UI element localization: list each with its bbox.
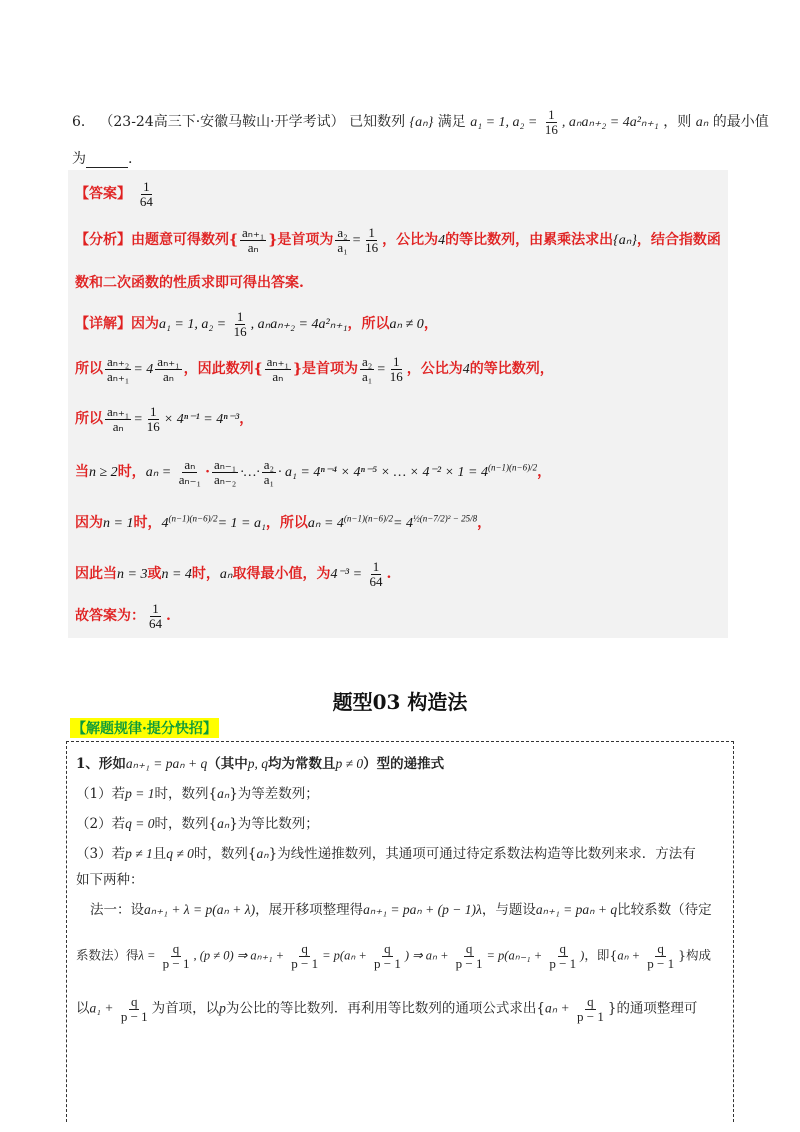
detail-text: ，因此数列 [183,361,254,378]
method-text: 如下两种： [76,872,144,888]
frac-num: aₙ₊₁ [157,354,180,369]
frac-den: a₁ [263,471,275,487]
frac-den: p − 1 [577,1008,604,1024]
detail-text: 因此当 [75,566,117,583]
math-exponent: ½(n−7/2)² − 25/8 [412,513,478,524]
frac-den: 16 [544,121,558,137]
math-fraction [105,355,131,383]
frac-num: 1 [368,225,375,240]
detail-text: 或 [147,566,162,583]
method-case-3 [76,842,696,862]
question-text: 为 [72,151,86,167]
math-fraction [119,995,150,1023]
math: , aₙaₙ₊₂ = 4a²ₙ₊₁ [250,317,348,333]
math-condition: a₁ = 1, a₂ = [470,115,541,131]
method-text: （2）若 [76,816,126,832]
frac-den: p − 1 [291,955,319,971]
math: 4⁻³ = [330,567,366,583]
method-text: （1）若 [76,786,126,802]
math-eq: = [351,233,362,249]
frac-den: p − 1 [120,1008,148,1024]
math-fraction [335,226,349,254]
method-text: 1、形如 [76,756,126,772]
section-title: 题型03 构造法 [332,690,468,714]
analysis-text: ，结合指数函 [636,232,721,249]
question-text: ，则 [663,114,692,131]
detail-text: 时， [191,566,220,583]
detail-text: 故答案为： [75,608,145,625]
method-text: 系数法）得 [76,947,139,963]
frac-num: 1 [152,601,159,616]
method-text: 的通项整理可 [616,1000,698,1017]
question-source: （23-24高三下·安徽马鞍山·开学考试） [99,114,345,131]
method-text: 时，数列{ [154,816,218,832]
frac-num: aₙ₋₁ [213,457,237,472]
method-text: ，展开移项整理得 [255,902,364,918]
method-text: ）型的递推式 [363,756,445,772]
math-fraction [155,355,181,383]
math: = 1 = a₁ [217,516,266,531]
detail-text: 时， [117,464,146,481]
answer-fraction [138,180,155,208]
frac-num: q [587,994,594,1009]
math: q ≠ 0 [166,846,194,861]
math: , (p ≠ 0) ⇒ aₙ₊₁ + [193,948,288,963]
math: = p(aₙ + [322,948,370,963]
math-fraction [363,226,380,254]
math-target: aₙ [695,115,709,131]
frac-num: q [130,994,138,1009]
method-text: 时，数列{ [193,846,257,862]
frac-den: aₙ₋₂ [213,471,237,487]
math-fraction [145,405,162,433]
math-fraction [265,355,291,383]
detail-text: . [386,566,392,583]
math: p ≠ 0 [335,756,364,771]
method-text: 为公比的等比数列．再利用等比数列的通项公式求出 [225,1000,537,1017]
method-text: （其中 [207,756,248,772]
detail-line-2: 所以 $\frac{\text{aₙ₊₂}}{\text{aₙ₊₁}}$ = 4 $\frac{\text{aₙ₊₁}}{\text{aₙ}}$ ，因此数列{ $\frac{\text{aₙ₊₁}}{\text{aₙ}}$ }是首项为 $\frac{\text{a₂}}{\text{a₁}}$ = $\frac{1}{16}$ ，公比为4的等比数列， [75,354,554,384]
detail-text: ， [477,515,492,531]
math: aₙ₊₁ + λ = p(aₙ + λ) [144,902,256,917]
method-text: 均为常数且 [267,756,336,772]
method-text: 为首项，以 [151,1000,220,1017]
frac-den: 16 [389,368,403,384]
frac-num: q [301,941,308,956]
math-fraction [289,942,320,970]
math: aₙ [217,816,230,831]
method-text: （3）若 [76,846,126,862]
question-line-1 [72,108,769,136]
math: ) ⇒ aₙ + [404,948,452,963]
math: aₙ₊₁ = paₙ + q [535,902,618,917]
method-text: }为线性递推数列，其通项可通过待定系数法构造等比数列来求．方法有 [268,846,696,862]
answer-tag: 【答案】 [75,186,131,203]
detail-text: 所以 [75,411,103,428]
frac-num: 1 [372,559,380,574]
method-case-1 [76,782,319,802]
analysis-line-2 [75,272,304,292]
method-text: 且 [152,846,167,862]
math: p = 1 [125,786,155,801]
method-one-line-1 [90,898,712,918]
math: × 4ⁿ⁻¹ = 4ⁿ⁻³ [163,412,240,428]
frac-den: aₙ [247,239,259,255]
math-fraction [645,942,676,970]
method-text: }为等差数列； [229,786,319,802]
frac-num: q [559,941,566,956]
math-fraction [262,458,276,486]
frac-den: 64 [369,573,383,589]
math: n = 4 [161,567,192,583]
math: aₙ ≠ 0 [389,317,424,333]
answer-blank [86,153,128,168]
detail-text: 当 [75,464,89,481]
frac-den: p − 1 [549,955,577,971]
math: = p(aₙ₋₁ + [486,948,546,963]
math-fraction [543,108,560,136]
math-fraction [212,458,238,486]
math: p, q [247,756,268,771]
detail-text: ， [423,316,438,333]
detail-tag: 【详解】 [75,316,131,333]
frac-den: p − 1 [647,955,675,971]
frac-num: 1 [236,309,244,324]
detail-text: 取得最小值，为 [232,566,331,583]
math: a₁ = 1, a₂ = [159,317,230,333]
method-text: 法一：设 [90,902,144,918]
detail-line-3 [75,405,253,433]
method-text: 时，数列{ [154,786,218,802]
math-fraction [575,995,606,1023]
math: p [219,1000,226,1016]
math-fraction [177,458,203,486]
question-text: 满足 [437,114,466,131]
detail-line-7 [75,602,171,630]
method-case-2 [76,812,319,832]
frac-num: aₙ₊₂ [107,354,130,369]
method-one-line-3: 以a₁ + $\frac{q}{p - 1}$ 为首项，以p为公比的等比数列．再利用等比数列的通项公式求出{aₙ + $\frac{q}{p - 1}$ }的通项整理可 [76,994,698,1024]
frac-num: q [465,941,473,956]
method-text: 构成 [686,947,712,963]
detail-line-4: 当n ≥ 2时，aₙ = $\frac{\text{aₙ}}{\text{aₙ₋₁}}$ · $\frac{\text{aₙ₋₁}}{\text{aₙ₋₂}}$ ·…· $\frac{\text{a₂}}{\text{a₁}}$ · a₁ = 4ⁿ⁻⁴ × 4ⁿ⁻⁵ × … × $4^{-2} \times 1 = 4^{(n-1)(n-6)/2}$， [75,457,552,487]
detail-text: 时， [133,515,162,531]
method-one-line-2: 系数法）得λ = $\frac{q}{p - 1}$ , (p ≠ 0) ⇒ aₙ₊₁ + $\frac{q}{p - 1}$ = p(aₙ + $\frac{q}{p - 1}$ ) ⇒ aₙ + $\frac{q}{p - 1}$ = p(aₙ₋₁ + $\frac{q}{p - 1}$ )，即{aₙ + $\frac{q}{p - 1}$ }构成 [76,941,712,971]
math-fraction [240,226,266,254]
detail-text: ，公比为 [406,361,463,378]
math-fraction [388,355,405,383]
math-fraction [147,602,164,630]
frac-den: 16 [365,239,379,255]
detail-text: ， [537,464,552,481]
frac-den: 64 [149,615,162,631]
analysis-text: 的等比数列，由累乘法求出 [445,232,614,249]
math: = 4 [133,362,154,378]
frac-num: a₂ [362,354,373,369]
frac-den: p − 1 [373,955,401,971]
detail-text: ，所以 [265,515,308,531]
detail-line-5 [75,512,491,532]
detail-text: ， [239,411,254,428]
frac-num: 1 [548,107,555,122]
math: n ≥ 2 [89,465,118,481]
question-number: 6． [72,114,95,131]
math: aₙ = 4 [307,516,344,531]
math-fraction [368,560,385,588]
frac-den: aₙ₊₁ [107,368,130,384]
math-fraction [161,942,192,970]
frac-num: a₂ [337,225,348,240]
detail-text: 的等比数列， [469,361,554,378]
math: ) [580,948,585,963]
analysis-text: 数和二次函数的性质求即可得出答案. [75,275,304,291]
math-exponent: (n−1)(n−6)/2 [168,513,218,524]
tip-label: 【解题规律·提分快招】 [70,718,219,738]
frac-den: aₙ [272,368,284,384]
frac-den: aₙ [162,368,174,384]
math: 4 [161,516,169,531]
frac-den: p − 1 [455,955,483,971]
math: n = 3 [117,567,148,583]
method-text: 以 [76,1000,90,1017]
method-heading [76,752,444,772]
math: aₙ [219,567,233,583]
analysis-line-1: 【分析】由题意可得数列{ $\frac{\text{aₙ₊₁}}{\text{aₙ}}$ }是首项为 $\frac{\text{a₂}}{\text{a₁}}$ = $\frac{1}{16}$ ，公比为4的等比数列，由累乘法求出{aₙ}，结合指数函 [75,225,721,255]
frac-den: 16 [146,418,160,434]
math: = [376,362,386,378]
detail-text: 因为 [75,515,103,531]
math-seq: {aₙ} [613,233,637,249]
detail-text: 因为 [131,316,159,333]
answer-line [75,180,157,208]
frac-num: a₂ [263,457,275,472]
math-fraction [454,942,485,970]
math: aₙ + [545,1000,573,1016]
question-text: 已知数列 [349,114,406,131]
math: = [133,412,143,428]
math-fraction [232,310,249,338]
math: aₙ = [145,465,175,481]
frac-num: q [172,941,180,956]
analysis-text: 由题意可得数列 [131,232,229,249]
method-case-3-cont [76,868,144,888]
math-exponent: (n−1)(n−6)/2 [487,462,538,473]
frac-num: aₙ [184,457,196,472]
math-seq: {aₙ} [409,115,434,131]
math: ·…· [240,465,260,481]
math: a₁ + [89,1000,117,1016]
math: aₙ₊₁ = paₙ + q [125,756,208,771]
detail-text: ，所以 [347,316,390,333]
frac-den: aₙ [112,418,124,434]
math-fraction [105,405,131,433]
frac-den: 16 [233,323,247,339]
frac-den: p − 1 [162,955,190,971]
method-text: ，与题设 [481,902,536,918]
method-text: }为等比数列； [229,816,319,832]
analysis-text: ，公比为 [382,232,439,249]
math: 4 [462,362,470,378]
analysis-text: 是首项为 [277,232,334,249]
frac-num: aₙ₊₁ [266,354,289,369]
math: aₙ + [617,948,644,963]
detail-text: 所以 [75,361,103,378]
math: n = 1 [103,516,134,531]
math-fraction [547,942,578,970]
math-exponent: (n−1)(n−6)/2 [343,513,394,524]
math-ratio: 4 [438,233,446,249]
frac-den: a₁ [362,368,373,384]
frac-num: 1 [143,179,150,194]
frac-num: 1 [393,354,400,369]
detail-text: 是首项为 [302,361,359,378]
question-line-2 [72,148,132,168]
math-fraction [360,355,374,383]
method-text: ，即 [584,947,610,963]
math-fraction [372,942,403,970]
analysis-tag: 【分析】 [75,232,131,249]
frac-num: aₙ₊₁ [242,225,265,240]
math: aₙ [256,846,269,861]
detail-line-1 [75,310,438,338]
method-text: 比较系数（待定 [617,902,712,918]
frac-num: 1 [150,404,157,419]
question-text: . [128,151,133,167]
frac-num: q [384,941,391,956]
frac-den: aₙ₋₁ [178,471,202,487]
math: = 4 [393,516,413,531]
detail-line-6 [75,560,391,588]
math: aₙ [217,786,230,801]
math: p ≠ 1 [125,846,153,861]
question-text: 的最小值 [712,114,769,131]
frac-num: q [657,941,664,956]
math-condition: , aₙaₙ₊₂ = 4a²ₙ₊₁ [561,115,659,131]
frac-den: 64 [139,193,153,209]
math: · a₁ = 4ⁿ⁻⁴ × 4ⁿ⁻⁵ × … × 4⁻² × 1 = 4 [278,465,488,481]
frac-num: aₙ₊₁ [107,404,130,419]
detail-text: . [166,608,171,625]
math: aₙ₊₁ = paₙ + (p − 1)λ [363,902,482,917]
math: λ = [138,948,159,963]
frac-den: a₁ [337,239,348,255]
math: q = 0 [125,816,155,831]
